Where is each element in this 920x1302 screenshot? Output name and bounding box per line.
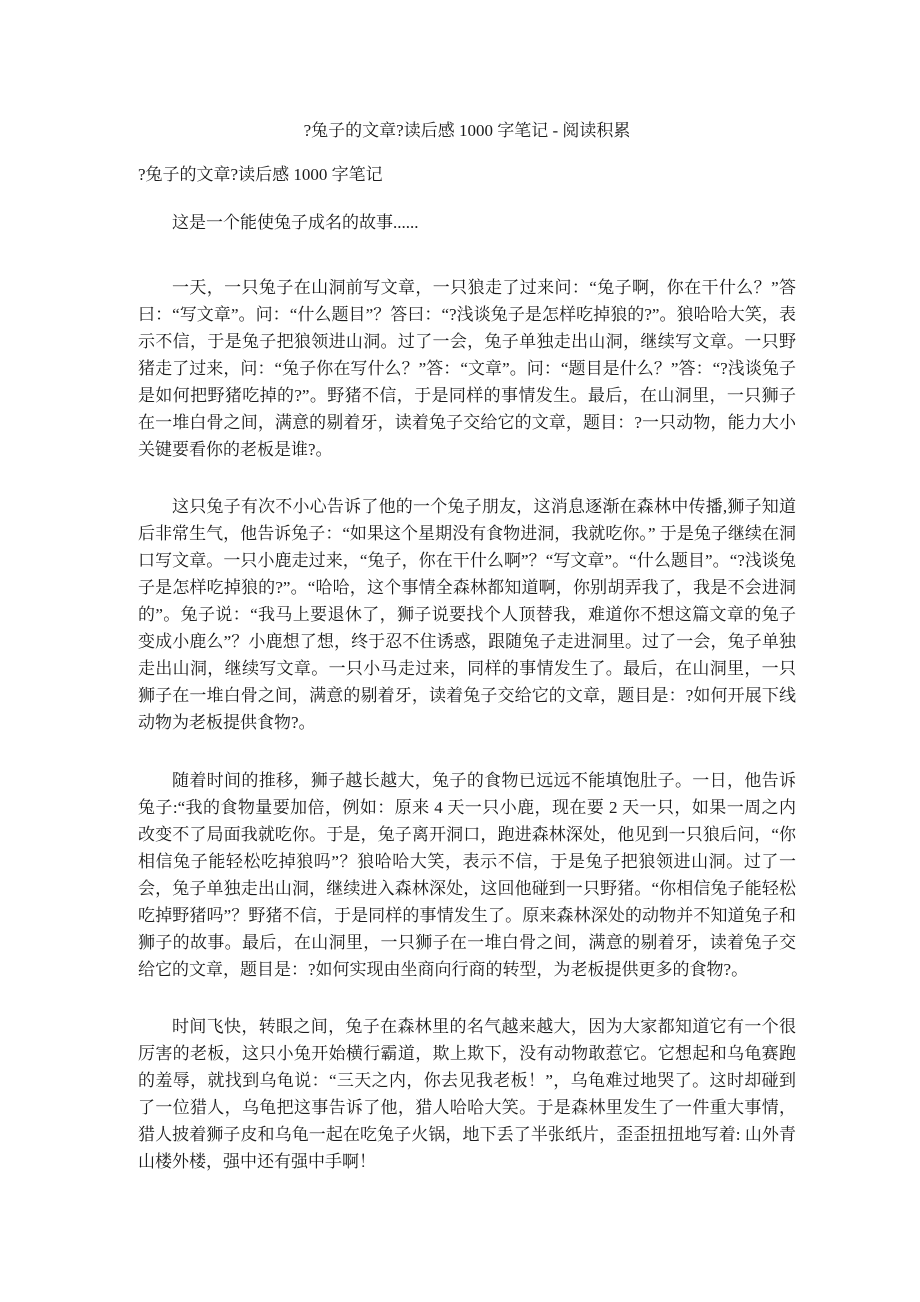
paragraph-intro: 这是一个能使兔子成名的故事......	[172, 213, 419, 232]
document-title: ?兔子的文章?读后感 1000 字笔记 - 阅读积累	[303, 121, 631, 140]
document-heading: ?兔子的文章?读后感 1000 字笔记	[138, 165, 383, 184]
paragraph-story-forest-depths: 随着时间的推移，狮子越长越大，兔子的食物已远远不能填饱肚子。一日，他告诉兔子:“我的食物量要加倍，例如：原来 4 天一只小鹿，现在要 2 天一只，如果一周之内改变不了局面我就吃你。于是，兔子离开洞口，跑进森林深处，他见到一只狼后问，“你相信兔子能轻松吃掉狼吗”？狼哈哈大笑，表示不信，于是兔子把狼领进山洞。过了一会，兔子单独走出山洞，继续进入森林深处，这回他碰到一只野猪。“你相信兔子能轻松吃掉野猪吗”？野猪不信，于是同样的事情发生了。原来森林深处的动物并不知道兔子和狮子的故事。最后，在山洞里，一只狮子在一堆白骨之间，满意的剔着牙，读着兔子交给它的文章，题目是：?如何实现由坐商向行商的转型，为老板提供更多的食物?。	[138, 771, 796, 979]
paragraph-story-ending: 时间飞快，转眼之间，兔子在森林里的名气越来越大，因为大家都知道它有一个很厉害的老板，这只小兔开始横行霸道，欺上欺下，没有动物敢惹它。它想起和乌龟赛跑的羞辱，就找到乌龟说：“三天之内，你去见我老板！”，乌龟难过地哭了。这时却碰到了一位猎人，乌龟把这事告诉了他，猎人哈哈大笑。于是森林里发生了一件重大事情，猎人披着狮子皮和乌龟一起在吃兔子火锅，地下丢了半张纸片，歪歪扭扭地写着: 山外青山楼外楼，强中还有强中手啊！	[138, 1017, 796, 1171]
document-content	[138, 117, 796, 1175]
paragraph-story-deer-horse: 这只兔子有次不小心告诉了他的一个兔子朋友，这消息逐渐在森林中传播,狮子知道后非常生气，他告诉兔子：“如果这个星期没有食物进洞，我就吃你。” 于是兔子继续在洞口写文章。一只小鹿走过来，“兔子，你在干什么啊”？“写文章”。“什么题目”。“?浅谈兔子是怎样吃掉狼的?”。“哈哈，这个事情全森林都知道啊，你别胡弄我了，我是不会进洞的”。兔子说：“我马上要退休了，狮子说要找个人顶替我，难道你不想这篇文章的兔子变成小鹿么”？小鹿想了想，终于忍不住诱惑，跟随兔子走进洞里。过了一会，兔子单独走出山洞，继续写文章。一只小马走过来，同样的事情发生了。最后，在山洞里，一只狮子在一堆白骨之间，满意的剔着牙，读着兔子交给它的文章，题目是：?如何开展下线动物为老板提供食物?。	[138, 497, 796, 732]
paragraph-story-wolf-boar: 一天，一只兔子在山洞前写文章，一只狼走了过来问：“兔子啊，你在干什么？”答曰：“写文章”。问：“什么题目”？答曰：“?浅谈兔子是怎样吃掉狼的?”。狼哈哈大笑，表示不信，于是兔子把狼领进山洞。过了一会，兔子单独走出山洞，继续写文章。一只野猪走了过来，问：“兔子你在写什么？”答：“文章”。问：“题目是什么？”答：“?浅谈兔子是如何把野猪吃掉的?”。野猪不信，于是同样的事情发生。最后，在山洞里，一只狮子在一堆白骨之间，满意的剔着牙，读着兔子交给它的文章，题目：?一只动物，能力大小关键要看你的老板是谁?。	[138, 278, 796, 459]
